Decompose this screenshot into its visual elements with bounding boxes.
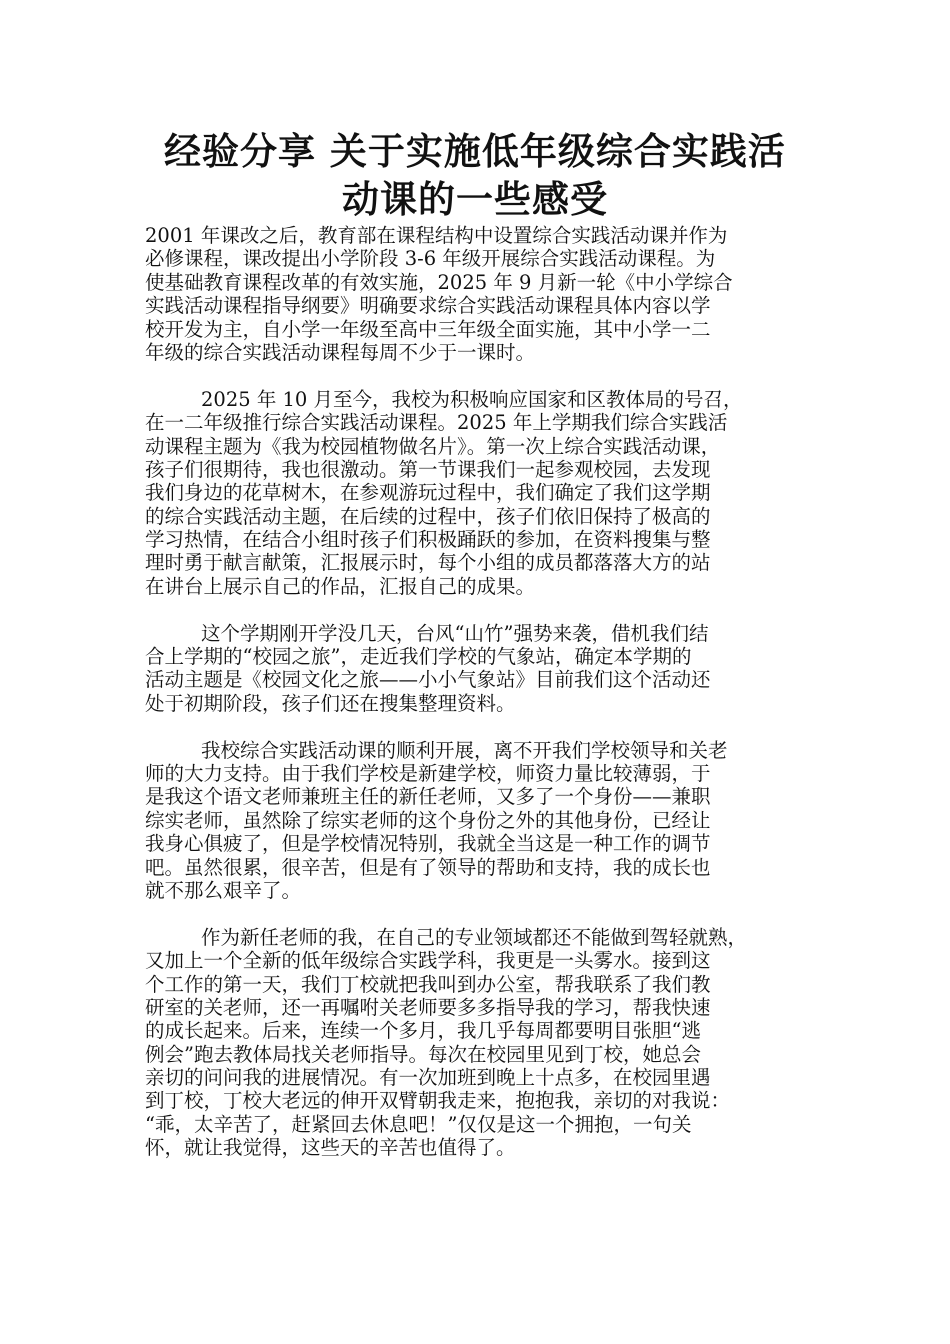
paragraph-line: 到丁校，丁校大老远的伸开双臂朝我走来，抱抱我，亲切的对我说： [145,1089,731,1113]
paragraph-line: 的综合实践活动主题，在后续的过程中，孩子们依旧保持了极高的 [145,504,711,528]
paragraph-line: 这个学期刚开学没几天，台风“山竹”强势来袭，借机我们结 [201,621,709,645]
paragraph [145,224,823,364]
document-body [145,224,823,1183]
paragraph-line: 研室的关老师，还一再嘱咐关老师要多多指导我的学习，帮我快速 [145,995,711,1019]
paragraph-line: 是我这个语文老师兼班主任的新任老师，又多了一个身份——兼职 [145,785,711,809]
paragraph [145,388,823,599]
paragraph-line: 例会”跑去教体局找关老师指导。每次在校园里见到丁校，她总会 [145,1042,701,1066]
paragraph-line: 使基础教育课程改革的有效实施，2025 年 9 月新一轮《中小学综合 [145,270,733,294]
paragraph-line: 师的大力支持。由于我们学校是新建学校，师资力量比较薄弱，于 [145,761,711,785]
paragraph [145,622,823,716]
paragraph-line: 孩子们很期待，我也很激动。第一节课我们一起参观校园，去发现 [145,457,711,481]
paragraph-line: 作为新任老师的我，在自己的专业领域都还不能做到驾轻就熟， [201,925,748,949]
paragraph-line: 就不那么艰辛了。 [145,878,302,902]
paragraph-line: 在一二年级推行综合实践活动课程。2025 年上学期我们综合实践活 [145,411,728,435]
paragraph-line: 理时勇于献言献策，汇报展示时，每个小组的成员都落落大方的站 [145,551,711,575]
paragraph-line: 2025 年 10 月至今，我校为积极响应国家和区教体局的号召， [201,387,743,411]
paragraph-line: 年级的综合实践活动课程每周不少于一课时。 [145,340,536,364]
paragraph-line: “乖，太辛苦了，赶紧回去休息吧！”仅仅是这一个拥抱，一句关 [145,1112,692,1136]
paragraph-line: 亲切的问问我的进展情况。有一次加班到晚上十点多，在校园里遇 [145,1066,711,1090]
paragraph [145,926,823,1160]
paragraph-line: 我们身边的花草树木，在参观游玩过程中，我们确定了我们这学期 [145,481,711,505]
title-line: 动课的一些感受 [342,178,608,221]
paragraph [145,739,823,903]
paragraph-line: 学习热情，在结合小组时孩子们积极踊跃的参加，在资料搜集与整 [145,528,711,552]
paragraph-line: 我身心俱疲了，但是学校情况特别，我就全当这是一种工作的调节 [145,832,711,856]
paragraph-line: 怀，就让我觉得，这些天的辛苦也值得了。 [145,1136,516,1160]
paragraph-line: 校开发为主，自小学一年级至高中三年级全面实施，其中小学一二 [145,317,711,341]
paragraph-line: 实践活动课程指导纲要》明确要求综合实践活动课程具体内容以学 [145,294,711,318]
paragraph-line: 必修课程，课改提出小学阶段 3-6 年级开展综合实践活动课程。为 [145,247,716,271]
paragraph-line: 综实老师，虽然除了综实老师的这个身份之外的其他身份，已经让 [145,808,711,832]
paragraph-line: 在讲台上展示自己的作品，汇报自己的成果。 [145,574,536,598]
document-title [120,128,830,224]
paragraph-line: 合上学期的“校园之旅”，走近我们学校的气象站，确定本学期的 [145,645,692,669]
paragraph-line: 2001 年课改之后，教育部在课程结构中设置综合实践活动课并作为 [145,224,728,247]
paragraph-line: 活动主题是《校园文化之旅——小小气象站》目前我们这个活动还 [145,668,711,692]
paragraph-line: 吧。虽然很累，很辛苦，但是有了领导的帮助和支持，我的成长也 [145,855,711,879]
paragraph-line: 处于初期阶段，孩子们还在搜集整理资料。 [145,691,516,715]
paragraph-line: 个工作的第一天，我们丁校就把我叫到办公室，帮我联系了我们教 [145,972,711,996]
paragraph-line: 又加上一个全新的低年级综合实践学科，我更是一头雾水。接到这 [145,949,711,973]
title-line: 经验分享 关于实施低年级综合实践活 [164,130,786,173]
paragraph-line: 动课程主题为《我为校园植物做名片》。第一次上综合实践活动课， [145,434,721,458]
paragraph-line: 的成长起来。后来，连续一个多月，我几乎每周都要明目张胆“逃 [145,1019,701,1043]
paragraph-line: 我校综合实践活动课的顺利开展，离不开我们学校领导和关老 [201,738,728,762]
